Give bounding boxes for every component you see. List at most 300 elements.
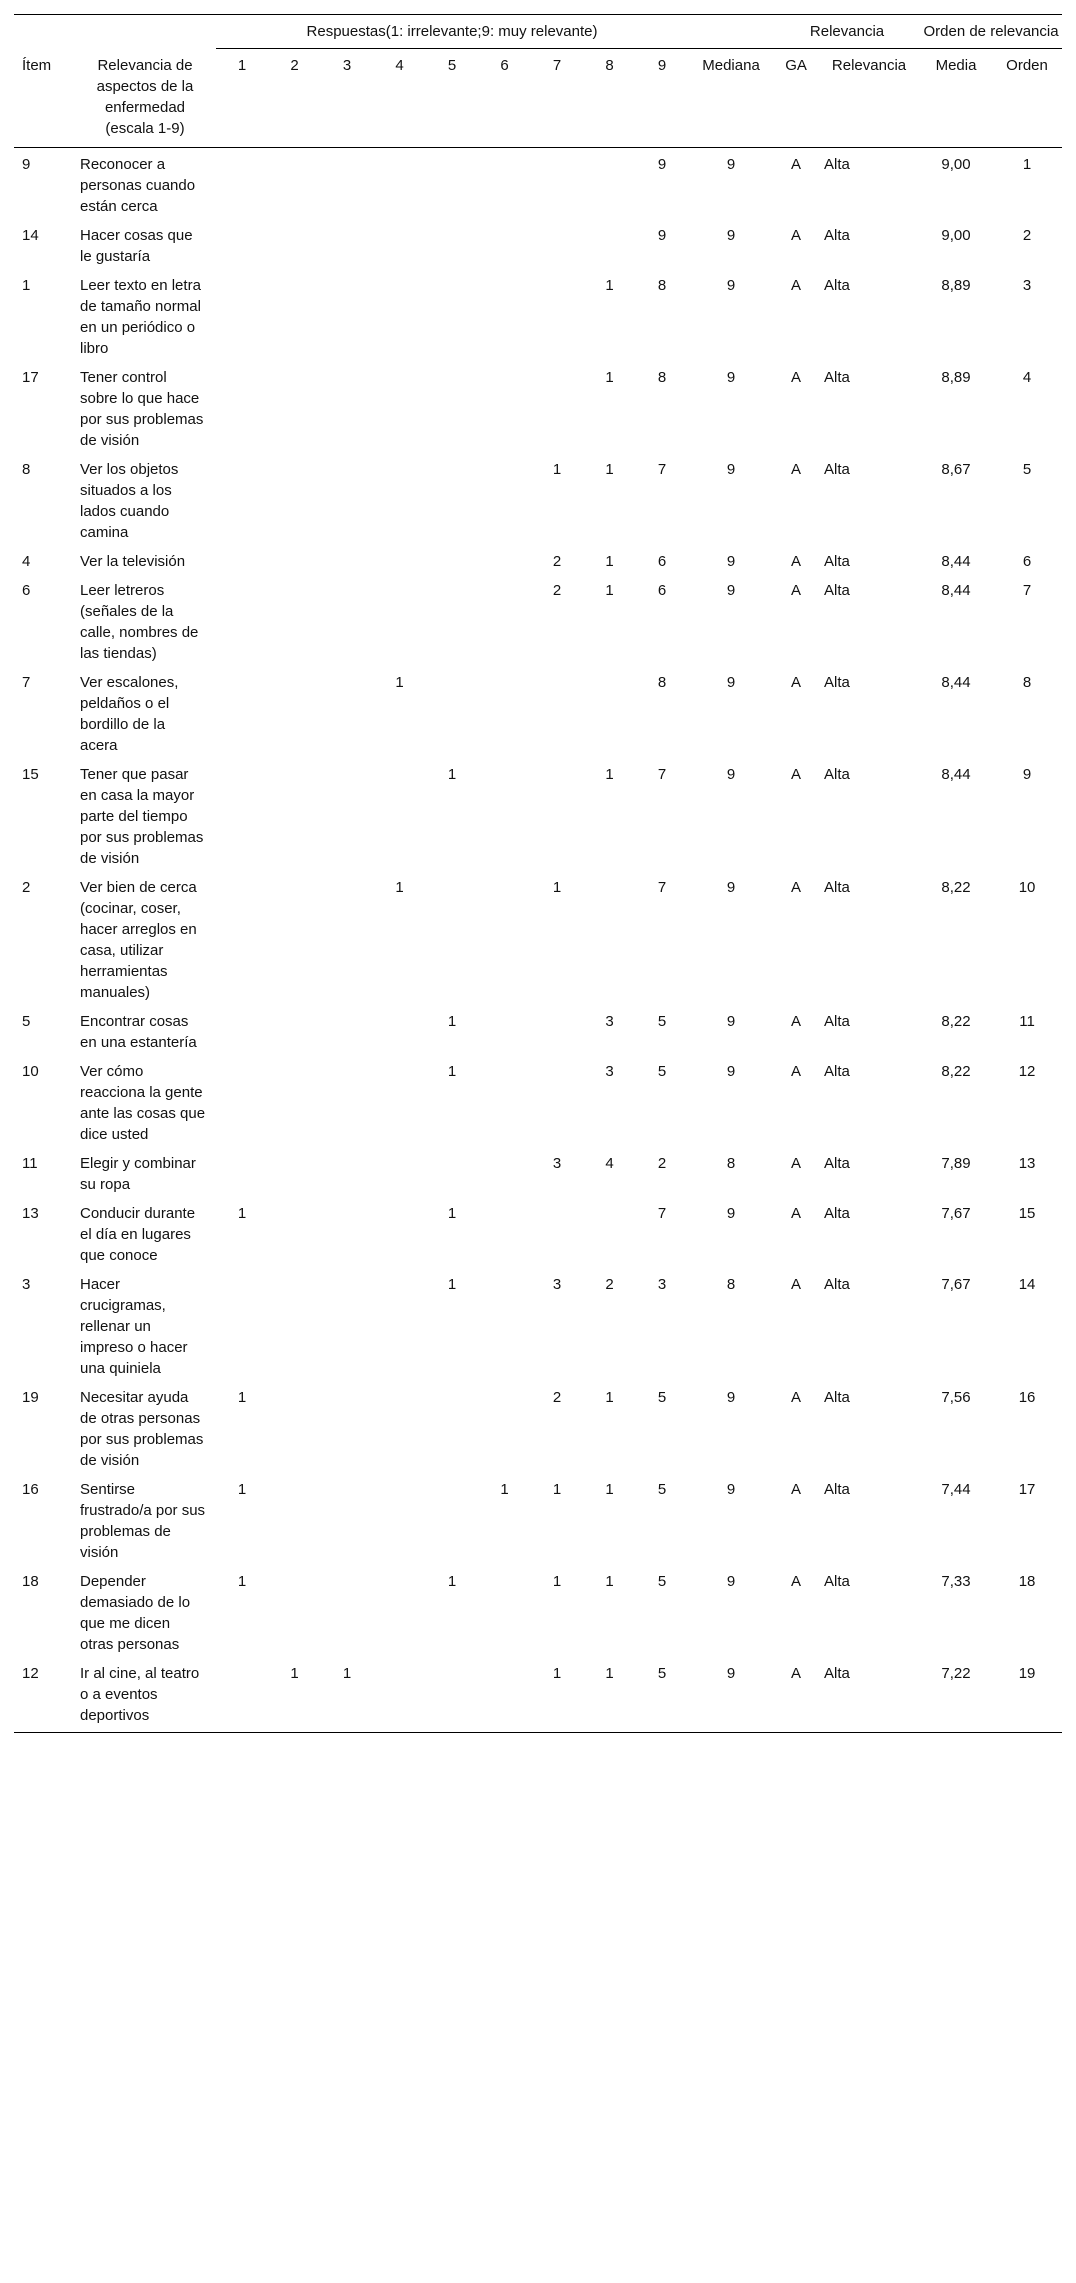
cell-relevance: Alta [824,552,850,570]
cell-rank: 12 [1018,1062,1036,1080]
cell-response-2 [268,1268,321,1381]
cell-response-8: 1 [605,1664,614,1682]
cell-response-3 [321,758,373,871]
cell-response-1: 1 [237,1204,247,1222]
cell-response-6 [478,1147,531,1197]
cell-response-3: 1 [342,1664,352,1682]
cell-response-6 [478,1657,531,1733]
cell-response-7 [531,1197,583,1268]
cell-relevance: Alta [824,1572,850,1590]
cell-response-4 [373,1147,426,1197]
cell-response-6 [478,1381,531,1473]
cell-rank: 11 [1019,1012,1035,1030]
cell-response-7 [531,269,583,361]
cell-mean: 7,44 [941,1480,971,1498]
cell-response-1: 1 [237,1388,247,1406]
cell-response-6 [478,1565,531,1657]
header-scale-8: 8 [605,57,614,74]
cell-response-8: 1 [605,552,614,570]
cell-rank: 5 [1022,460,1032,478]
cell-rank: 14 [1018,1275,1036,1293]
cell-response-3 [321,219,373,269]
cell-aspect: Ver la televisión [80,552,186,570]
cell-ga: A [791,581,802,599]
cell-response-8 [583,147,636,219]
cell-response-5 [426,269,478,361]
cell-response-9: 7 [657,460,667,478]
cell-relevance: Alta [824,226,850,244]
cell-response-7: 2 [552,581,562,599]
cell-item: 7 [22,673,31,691]
cell-rank: 16 [1018,1388,1036,1406]
cell-response-5 [426,574,478,666]
cell-response-2 [268,1473,321,1565]
header-rank: Orden [1006,57,1048,74]
cell-response-7: 1 [552,1664,562,1682]
cell-aspect: Sentirse frustrado/a por sus problemas de visión [80,1480,206,1561]
cell-response-5: 1 [447,765,457,783]
cell-response-4: 1 [395,673,404,691]
cell-response-2 [268,666,321,758]
cell-response-3 [321,453,373,545]
cell-relevance: Alta [824,1204,850,1222]
cell-response-1 [216,1055,268,1147]
cell-mean: 7,22 [941,1664,971,1682]
cell-ga: A [791,765,802,783]
cell-response-6 [478,453,531,545]
cell-response-3 [321,1005,373,1055]
cell-response-3 [321,871,373,1005]
header-mean: Media [935,57,977,74]
table-row [14,871,1062,1005]
relevance-table [14,14,1062,1733]
cell-response-3 [321,147,373,219]
cell-response-8 [583,666,636,758]
cell-median: 9 [726,460,736,478]
cell-relevance: Alta [824,460,850,478]
cell-rank: 19 [1018,1664,1036,1682]
cell-response-5: 1 [447,1012,457,1030]
cell-response-7 [531,1055,583,1147]
cell-response-5: 1 [447,1062,457,1080]
cell-rank: 15 [1018,1204,1036,1222]
cell-item: 15 [22,765,39,783]
cell-response-8: 1 [605,765,614,783]
group-gap [688,15,774,49]
cell-item: 11 [22,1154,38,1172]
header-ga: GA [785,57,807,74]
cell-response-8: 3 [605,1012,614,1030]
cell-median: 9 [726,1664,736,1682]
cell-response-4 [373,1565,426,1657]
cell-item: 19 [22,1388,39,1406]
cell-response-3 [321,1147,373,1197]
group-header-row [14,15,1062,49]
cell-response-9: 5 [657,1664,667,1682]
header-relevance: Relevancia [831,57,907,74]
cell-mean: 7,67 [941,1204,971,1222]
cell-median: 9 [726,368,736,386]
cell-mean: 7,67 [941,1275,971,1293]
cell-relevance: Alta [824,276,850,294]
table-row [14,219,1062,269]
cell-mean: 9,00 [941,155,971,173]
cell-mean: 8,44 [941,552,971,570]
cell-response-8: 1 [605,581,614,599]
cell-aspect: Ver bien de cerca (cocinar, coser, hacer arreglos en casa, utilizar herramientas manuales) [80,878,197,1001]
cell-aspect: Elegir y combinar su ropa [80,1154,196,1193]
cell-response-9: 9 [657,155,667,173]
cell-aspect: Leer letreros (señales de la calle, nombres de las tiendas) [80,581,199,662]
cell-ga: A [791,1275,802,1293]
cell-response-6 [478,758,531,871]
cell-response-4 [373,1473,426,1565]
table-row [14,666,1062,758]
cell-response-9: 9 [657,226,667,244]
cell-ga: A [791,460,802,478]
cell-response-7 [531,1005,583,1055]
cell-response-3 [321,666,373,758]
cell-median: 9 [726,1204,736,1222]
cell-ga: A [791,1664,802,1682]
cell-median: 9 [726,1572,736,1590]
table-row [14,574,1062,666]
cell-response-5 [426,871,478,1005]
cell-ga: A [791,1480,802,1498]
table-row [14,361,1062,453]
cell-rank: 8 [1022,673,1032,691]
cell-response-6 [478,1197,531,1268]
cell-rank: 3 [1022,276,1032,294]
column-header-row [14,49,1062,148]
cell-response-8: 1 [605,460,614,478]
cell-rank: 17 [1018,1480,1036,1498]
cell-response-3 [321,1381,373,1473]
cell-response-2 [268,147,321,219]
cell-median: 9 [726,1012,736,1030]
cell-response-2 [268,269,321,361]
cell-response-4 [373,574,426,666]
table-row [14,1473,1062,1565]
cell-mean: 8,44 [941,765,971,783]
cell-response-2 [268,219,321,269]
cell-ga: A [791,155,802,173]
cell-response-6 [478,666,531,758]
table-row [14,1381,1062,1473]
cell-response-1 [216,361,268,453]
cell-median: 9 [726,1062,736,1080]
cell-response-5 [426,1473,478,1565]
cell-median: 8 [726,1275,736,1293]
cell-item: 6 [22,581,31,599]
cell-rank: 1 [1022,155,1032,173]
cell-response-3 [321,1268,373,1381]
cell-relevance: Alta [824,1275,850,1293]
cell-mean: 8,67 [941,460,971,478]
cell-relevance: Alta [824,1154,850,1172]
cell-rank: 2 [1022,226,1032,244]
cell-median: 9 [726,673,736,691]
cell-item: 4 [22,552,31,570]
cell-mean: 8,22 [941,1012,971,1030]
cell-response-9: 6 [657,581,667,599]
cell-item: 16 [22,1480,39,1498]
cell-response-9: 8 [657,276,667,294]
cell-response-5: 1 [447,1275,457,1293]
cell-response-4 [373,1055,426,1147]
cell-response-3 [321,545,373,574]
cell-aspect: Ver escalones, peldaños o el bordillo de la acera [80,673,179,754]
cell-ga: A [791,276,802,294]
cell-ga: A [791,226,802,244]
cell-response-9: 5 [657,1388,667,1406]
cell-ga: A [791,673,802,691]
cell-response-9: 5 [657,1012,667,1030]
header-scale-9: 9 [657,57,667,74]
cell-median: 9 [726,226,736,244]
cell-rank: 10 [1018,878,1036,896]
cell-response-7 [531,361,583,453]
cell-response-1 [216,269,268,361]
cell-mean: 8,89 [941,276,971,294]
cell-response-5 [426,666,478,758]
cell-aspect: Ir al cine, al teatro o a eventos deportivos [80,1664,200,1724]
cell-response-8: 3 [605,1062,614,1080]
cell-item: 8 [22,460,31,478]
cell-relevance: Alta [824,765,850,783]
cell-response-4 [373,219,426,269]
cell-mean: 7,33 [941,1572,971,1590]
cell-median: 8 [726,1154,736,1172]
table-row [14,1055,1062,1147]
table-row [14,1268,1062,1381]
table-row [14,147,1062,219]
cell-response-1: 1 [237,1480,247,1498]
cell-response-5: 1 [447,1204,457,1222]
cell-response-1 [216,453,268,545]
cell-response-7: 3 [552,1154,562,1172]
cell-response-1 [216,1147,268,1197]
cell-response-1 [216,219,268,269]
cell-rank: 4 [1022,368,1032,386]
cell-ga: A [791,878,802,896]
cell-response-5 [426,1147,478,1197]
cell-response-8: 1 [605,276,614,294]
cell-response-7 [531,666,583,758]
cell-item: 10 [22,1062,39,1080]
cell-response-4 [373,1657,426,1733]
cell-response-1 [216,1005,268,1055]
cell-response-8: 4 [605,1154,614,1172]
cell-response-4: 1 [395,878,404,896]
cell-aspect: Necesitar ayuda de otras personas por sus problemas de visión [80,1388,204,1469]
cell-response-8 [583,219,636,269]
cell-rank: 18 [1018,1572,1036,1590]
cell-response-4 [373,147,426,219]
cell-response-3 [321,574,373,666]
cell-response-1 [216,871,268,1005]
header-scale-1: 1 [237,57,247,74]
cell-response-6 [478,147,531,219]
cell-response-2 [268,453,321,545]
table-row [14,269,1062,361]
cell-relevance: Alta [824,1664,850,1682]
cell-response-3 [321,1197,373,1268]
header-scale-5: 5 [447,57,457,74]
cell-mean: 8,22 [941,1062,971,1080]
cell-aspect: Tener que pasar en casa la mayor parte del tiempo por sus problemas de visión [80,765,204,867]
cell-response-1 [216,1657,268,1733]
cell-response-5 [426,545,478,574]
cell-response-2 [268,1005,321,1055]
cell-ga: A [791,1062,802,1080]
cell-item: 2 [22,878,31,896]
cell-response-9: 7 [657,765,667,783]
cell-ga: A [791,1204,802,1222]
cell-aspect: Leer texto en letra de tamaño normal en un periódico o libro [80,276,201,357]
cell-response-3 [321,1055,373,1147]
cell-response-9: 7 [657,1204,667,1222]
cell-response-8 [583,1197,636,1268]
cell-item: 13 [22,1204,39,1222]
cell-mean: 8,44 [941,673,971,691]
cell-response-2 [268,871,321,1005]
cell-ga: A [791,1388,802,1406]
cell-response-3 [321,269,373,361]
cell-response-6 [478,1268,531,1381]
cell-response-5 [426,453,478,545]
cell-response-9: 6 [657,552,667,570]
cell-response-8: 2 [605,1275,614,1293]
cell-item: 5 [22,1012,31,1030]
cell-mean: 8,44 [941,581,971,599]
table-row [14,545,1062,574]
cell-median: 9 [726,552,736,570]
table-row [14,453,1062,545]
cell-median: 9 [726,765,736,783]
cell-aspect: Tener control sobre lo que hace por sus problemas de visión [80,368,204,449]
cell-response-8: 1 [605,1572,614,1590]
cell-response-5: 1 [447,1572,457,1590]
cell-response-9: 5 [657,1572,667,1590]
cell-ga: A [791,1012,802,1030]
cell-median: 9 [726,276,736,294]
cell-ga: A [791,552,802,570]
cell-item: 1 [22,276,31,294]
cell-aspect: Depender demasiado de lo que me dicen otras personas [80,1572,191,1653]
cell-response-6 [478,219,531,269]
cell-response-6 [478,871,531,1005]
cell-response-5 [426,1381,478,1473]
cell-response-1 [216,574,268,666]
cell-aspect: Hacer crucigramas, rellenar un impreso o hacer una quiniela [80,1275,188,1377]
cell-response-2 [268,361,321,453]
cell-response-6 [478,1005,531,1055]
cell-aspect: Conducir durante el día en lugares que conoce [80,1204,196,1264]
cell-response-5 [426,361,478,453]
cell-response-3 [321,1565,373,1657]
cell-mean: 9,00 [941,226,971,244]
table-row [14,1197,1062,1268]
cell-item: 18 [22,1572,39,1590]
cell-response-7: 1 [552,878,562,896]
cell-median: 9 [726,155,736,173]
cell-response-4 [373,453,426,545]
cell-response-4 [373,758,426,871]
cell-item: 17 [22,368,39,386]
header-scale-7: 7 [552,57,562,74]
table-row [14,1565,1062,1657]
table-row [14,1657,1062,1733]
cell-mean: 8,89 [941,368,971,386]
cell-response-9: 8 [657,368,667,386]
group-relevance: Relevancia [774,15,920,49]
cell-response-6 [478,1055,531,1147]
cell-response-1: 1 [237,1572,247,1590]
cell-response-4 [373,1268,426,1381]
header-scale-2: 2 [290,57,299,74]
cell-relevance: Alta [824,1480,850,1498]
table-row [14,1005,1062,1055]
cell-response-2 [268,1565,321,1657]
cell-aspect: Ver los objetos situados a los lados cuando camina [80,460,179,541]
cell-median: 9 [726,1388,736,1406]
cell-mean: 8,22 [941,878,971,896]
cell-response-4 [373,361,426,453]
table-header [14,15,1062,148]
cell-response-3 [321,361,373,453]
table-row [14,758,1062,871]
cell-response-2 [268,1055,321,1147]
cell-response-3 [321,1473,373,1565]
cell-response-2 [268,545,321,574]
cell-response-2: 1 [290,1664,299,1682]
cell-response-9: 8 [657,673,667,691]
cell-response-4 [373,1381,426,1473]
table-row [14,1147,1062,1197]
cell-response-6 [478,361,531,453]
cell-item: 9 [22,155,31,173]
cell-rank: 6 [1022,552,1032,570]
cell-relevance: Alta [824,878,850,896]
cell-response-1 [216,666,268,758]
cell-response-1 [216,545,268,574]
cell-ga: A [791,1572,802,1590]
cell-response-1 [216,1268,268,1381]
cell-response-8: 1 [605,1480,614,1498]
cell-response-7: 1 [552,460,562,478]
cell-response-4 [373,269,426,361]
cell-rank: 9 [1022,765,1032,783]
cell-response-6: 1 [500,1480,509,1498]
cell-response-7: 2 [552,1388,562,1406]
cell-response-8: 1 [605,1388,614,1406]
cell-response-7 [531,147,583,219]
cell-item: 12 [22,1664,39,1682]
cell-response-7: 2 [552,552,562,570]
cell-rank: 13 [1018,1154,1036,1172]
header-aspect: Relevancia de aspectos de la enfermedad (escala 1-9) [96,56,194,137]
cell-mean: 7,56 [941,1388,971,1406]
cell-relevance: Alta [824,155,850,173]
header-scale-4: 4 [395,57,404,74]
cell-response-7: 1 [552,1572,562,1590]
cell-relevance: Alta [824,1388,850,1406]
cell-response-7 [531,219,583,269]
cell-response-2 [268,1197,321,1268]
table-body [14,147,1062,1732]
cell-response-4 [373,1197,426,1268]
